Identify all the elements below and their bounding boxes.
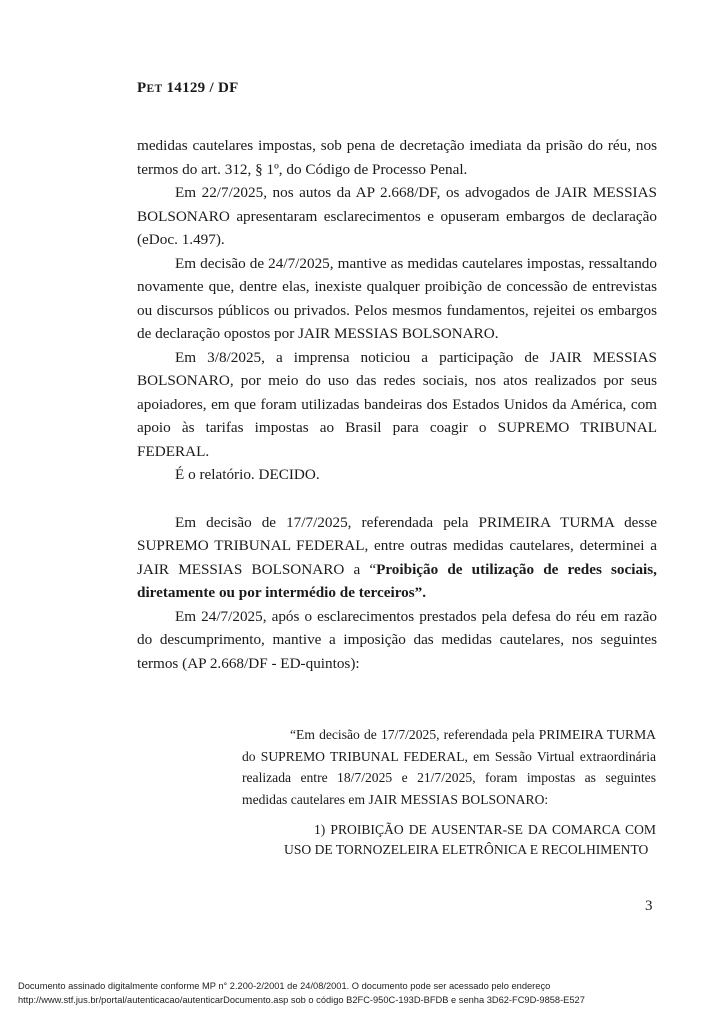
paragraph-5: É o relatório. DECIDO. xyxy=(175,466,320,483)
footer-line-1: Documento assinado digitalmente conforme MP n° 2.200-2/2001 de 24/08/2001. O documento pode ser acessado pelo endereço xyxy=(18,981,551,991)
paragraph-1: medidas cautelares impostas, sob pena de decretação imediata da prisão do réu, nos termos do art. 312, § 1º, do Código de Processo Penal. xyxy=(137,137,657,178)
footer-line-2: http://www.stf.jus.br/portal/autenticacao/autenticarDocumento.asp sob o código B2FC-950C-193D-BFDB e senha 3D62-FC9D-9858-E527 xyxy=(18,995,585,1005)
paragraph-3: Em decisão de 24/7/2025, mantive as medidas cautelares impostas, ressaltando novamente que, dentre elas, inexiste qualquer proibição de concessão de entrevistas ou discursos públicos ou privados. Pelos mesmos fundamentos, rejeitei os embargos de declaração opostos por JAIR MESSIAS BOLSONARO. xyxy=(137,254,657,342)
paragraph-6-text: Em decisão de 17/7/2025, referendada pela PRIMEIRA TURMA desse SUPREMO TRIBUNAL FEDERAL, entre outras medidas cautelares, determinei a JAIR MESSIAS BOLSONARO a “ xyxy=(137,513,657,578)
header-pet-initial: P xyxy=(137,80,147,96)
document-body xyxy=(137,134,657,675)
paragraph-7: Em 24/7/2025, após o esclarecimentos prestados pela defesa do réu em razão do descumprimento, mantive a imposição das medidas cautelares, nos seguintes termos (AP 2.668/DF - ED-quintos): xyxy=(137,607,657,672)
paragraph-6 xyxy=(137,511,657,605)
quote-item-1: 1) PROIBIÇÃO DE AUSENTAR-SE DA COMARCA COM USO DE TORNOZELEIRA ELETRÔNICA E RECOLHIMENTO xyxy=(284,822,656,857)
quote-paragraph: “Em decisão de 17/7/2025, referendada pela PRIMEIRA TURMA do SUPREMO TRIBUNAL FEDERAL, em Sessão Virtual extraordinária realizada entre 18/7/2025 e 21/7/2025, foram impostas as seguintes medidas cautelares em JAIR MESSIAS BOLSONARO: xyxy=(242,727,656,807)
page-number: 3 xyxy=(645,898,653,914)
header-case-number: 14129 / DF xyxy=(162,80,239,96)
header-pet-rest: ET xyxy=(146,83,163,95)
paragraph-2: Em 22/7/2025, nos autos da AP 2.668/DF, os advogados de JAIR MESSIAS BOLSONARO apresentaram esclarecimentos e opuseram embargos de declaração (eDoc. 1.497). xyxy=(137,184,657,248)
page-header xyxy=(137,80,239,97)
signature-footer xyxy=(18,979,718,1007)
block-quote xyxy=(242,724,656,859)
paragraph-6-bold-text: Proibição de utilização de redes sociais, diretamente ou por intermédio de terceiros”. xyxy=(137,560,657,601)
paragraph-4: Em 3/8/2025, a imprensa noticiou a participação de JAIR MESSIAS BOLSONARO, por meio do uso das redes sociais, nos atos realizados por seus apoiadores, em que foram utilizadas bandeiras dos Estados Unidos da América, com apoio às tarifas impostas ao Brasil para coagir o SUPREMO TRIBUNAL FEDERAL. xyxy=(137,348,657,460)
